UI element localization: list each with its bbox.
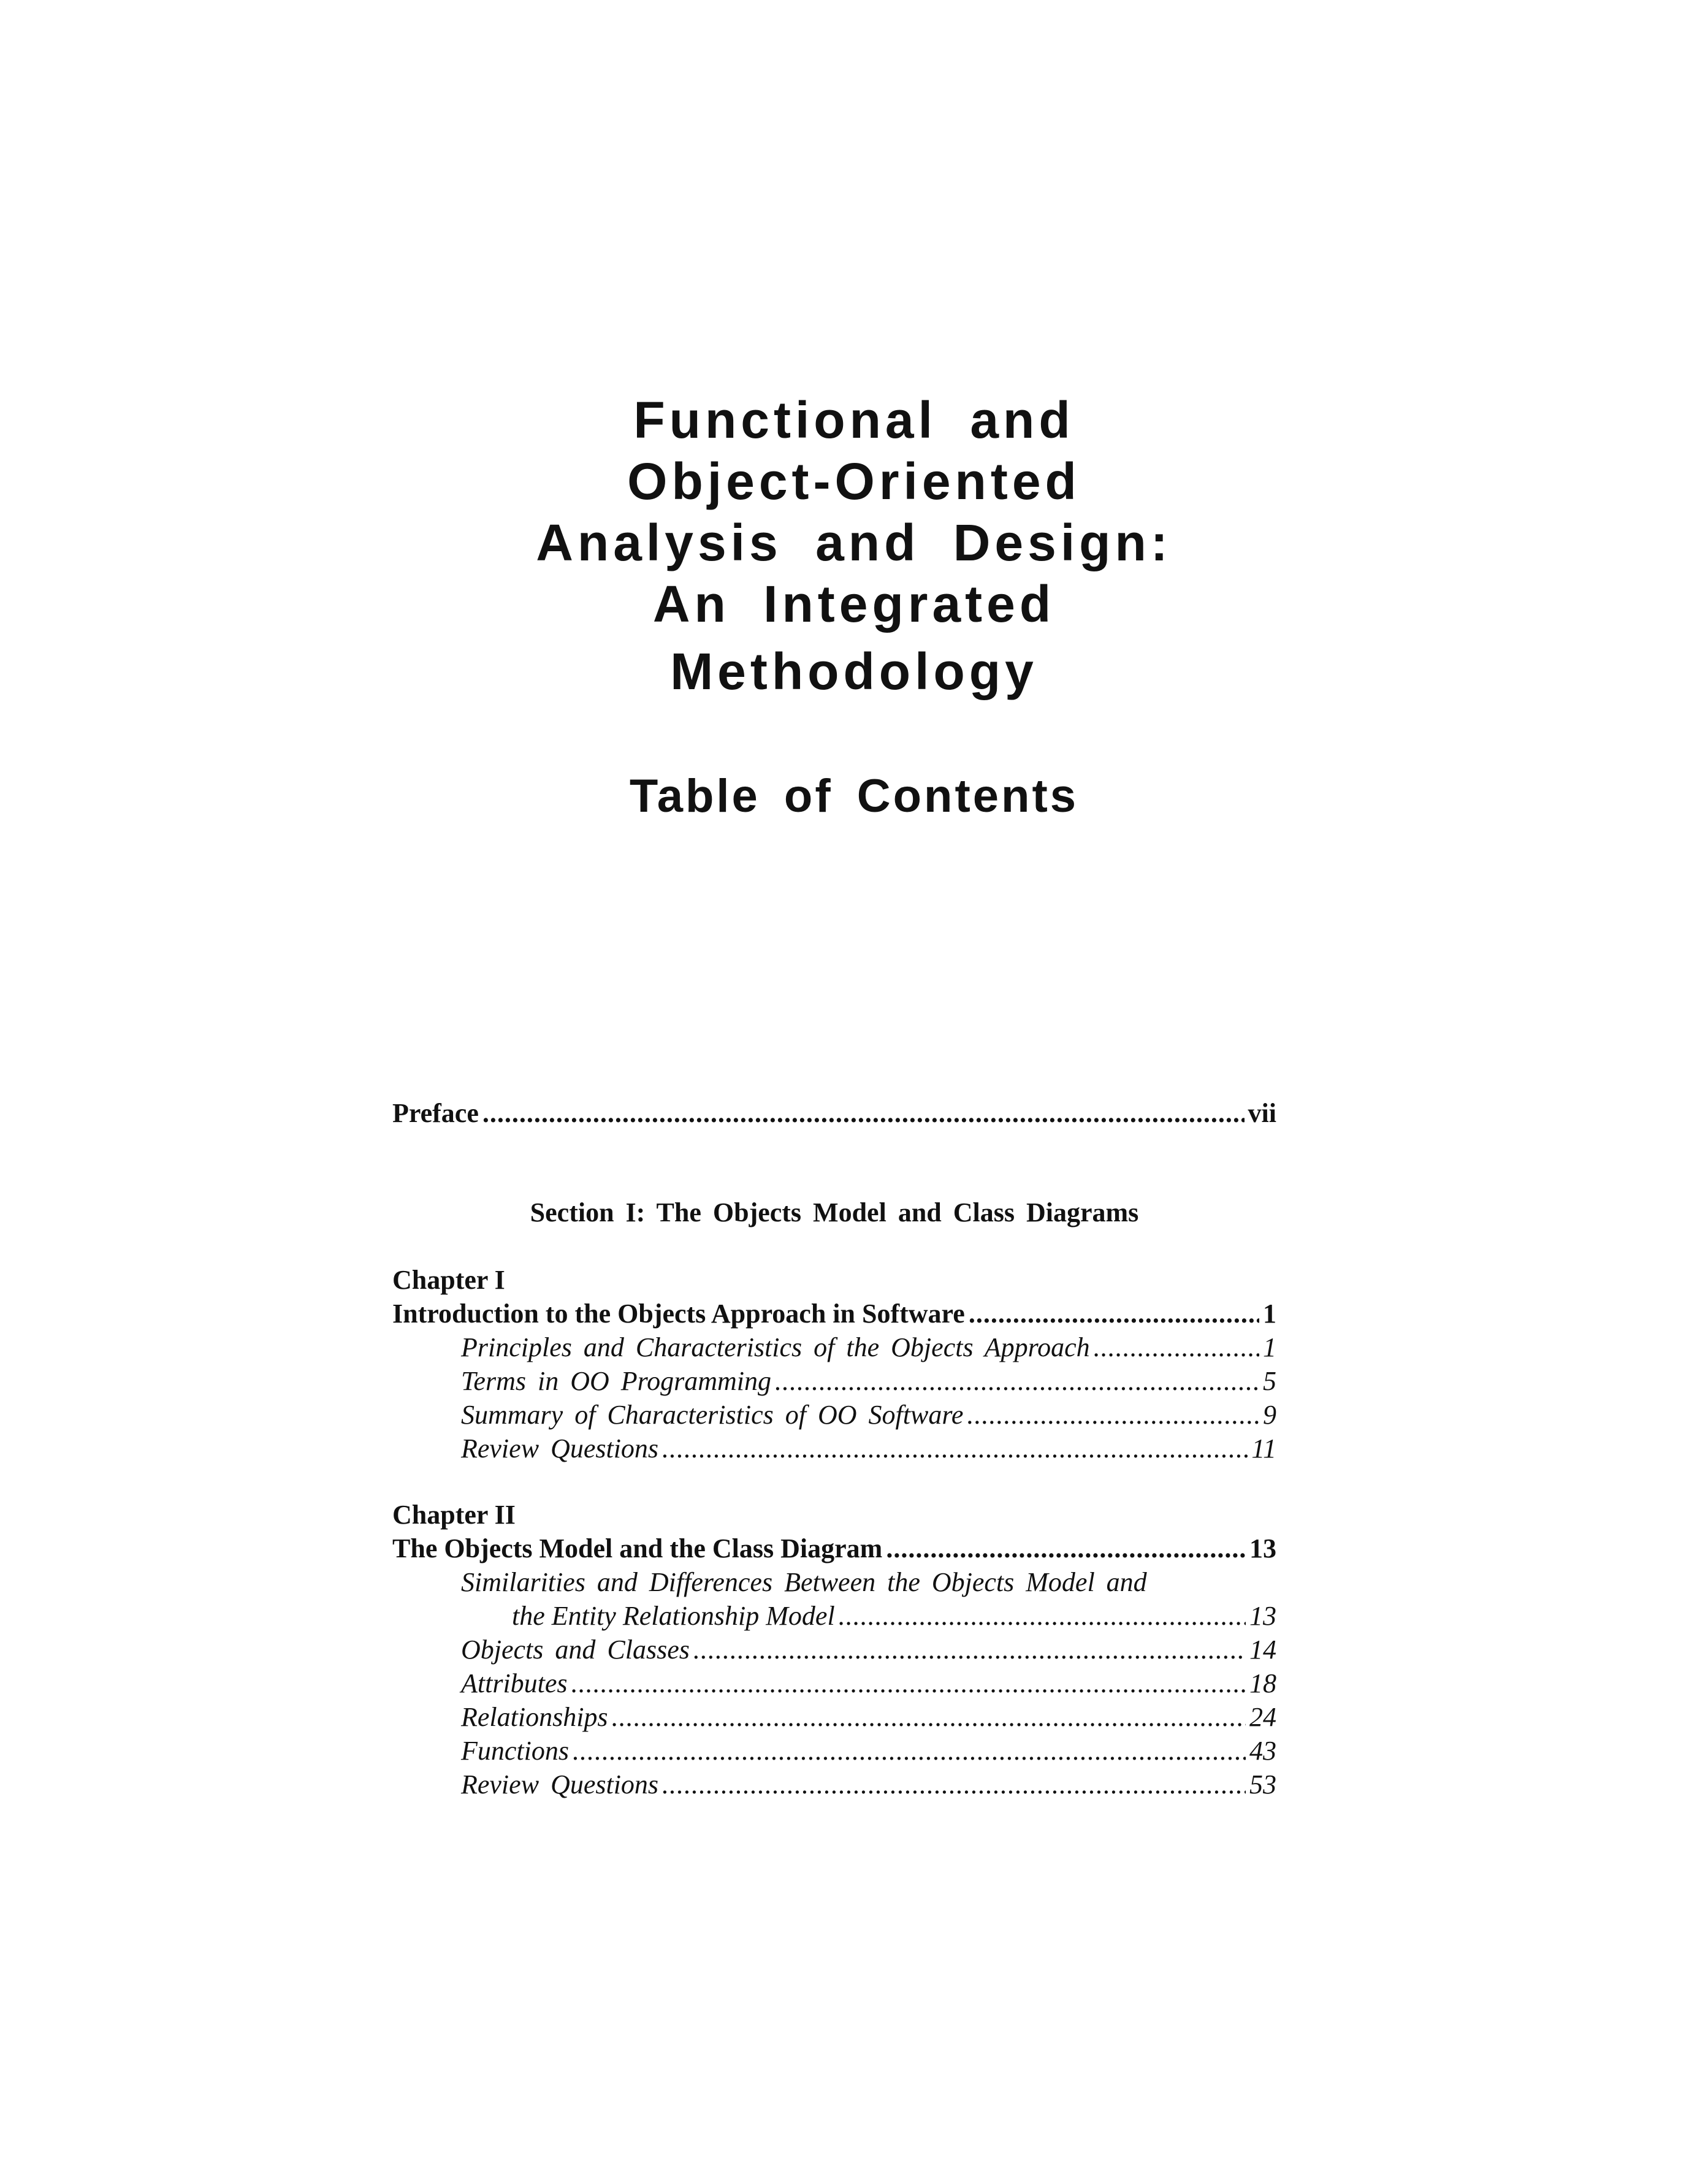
toc-entry-label: Functions: [461, 1736, 569, 1766]
toc-chapter-2: [392, 1498, 1276, 1801]
toc-preface-block: [392, 1096, 1276, 1130]
toc-heading: Table of Contents: [629, 770, 1079, 822]
dot-leader: [693, 1633, 1246, 1666]
section-title: Section I: The Objects Model and Class Diagrams: [530, 1197, 1139, 1227]
toc-subentry[interactable]: [392, 1633, 1276, 1666]
toc-page-number: 13: [1249, 1533, 1276, 1563]
dot-leader: [775, 1364, 1259, 1398]
toc-chapter-1: [392, 1263, 1276, 1465]
toc-entry-label: Preface: [392, 1098, 479, 1128]
toc-page-number: vii: [1248, 1098, 1276, 1128]
book-title-line: Functional and: [633, 391, 1075, 449]
book-title-line: Analysis and Design:: [536, 514, 1172, 571]
chapter-title: The Objects Model and the Class Diagram: [392, 1533, 883, 1563]
toc-page-number: 13: [1249, 1601, 1276, 1631]
chapter-number: Chapter II: [392, 1500, 516, 1530]
toc-entry-label: Objects and Classes: [461, 1635, 690, 1665]
dot-leader: [612, 1700, 1246, 1734]
toc-page-number: 1: [1263, 1332, 1276, 1362]
toc-entry-label: Attributes: [461, 1668, 568, 1698]
toc-page-number: 53: [1249, 1769, 1276, 1800]
dot-leader: [1094, 1330, 1259, 1364]
toc-subentry[interactable]: [392, 1599, 1276, 1633]
toc-subentry[interactable]: [392, 1432, 1276, 1465]
chapter-title: Introduction to the Objects Approach in Software: [392, 1299, 965, 1329]
toc-entry-label: Review Questions: [461, 1433, 659, 1464]
dot-leader: [573, 1734, 1246, 1768]
book-title-line: An Integrated: [652, 575, 1056, 633]
toc-subentry[interactable]: [392, 1700, 1276, 1734]
toc-page-number: 1: [1263, 1299, 1276, 1329]
toc-subentry[interactable]: [392, 1330, 1276, 1364]
toc-section-block: [392, 1196, 1276, 1229]
toc-entry-chapter-2[interactable]: [392, 1532, 1276, 1565]
toc-entry-label: Principles and Characteristics of the Objects Approach: [461, 1332, 1090, 1362]
toc-entry-label: Similarities and Differences Between the Objects Model and: [461, 1567, 1147, 1597]
toc-subentry[interactable]: [392, 1768, 1276, 1801]
toc-page-number: 24: [1249, 1702, 1276, 1732]
toc-page-number: 14: [1249, 1635, 1276, 1665]
toc-entry-label-continued: the Entity Relationship Model: [512, 1601, 835, 1631]
dot-leader: [662, 1768, 1246, 1801]
toc-subentry[interactable]: [392, 1398, 1276, 1432]
dot-leader: [886, 1532, 1246, 1565]
dot-leader: [571, 1666, 1246, 1700]
toc-subentry[interactable]: [392, 1666, 1276, 1700]
book-title: [0, 389, 1708, 702]
toc-entry-preface[interactable]: [392, 1096, 1276, 1130]
toc-entry-label: Relationships: [461, 1702, 608, 1732]
toc-page-number: 43: [1249, 1736, 1276, 1766]
book-title-line: Object-Oriented: [627, 452, 1081, 510]
toc-subentry[interactable]: [392, 1364, 1276, 1398]
toc-subentry[interactable]: [392, 1734, 1276, 1768]
toc-entry-label: Review Questions: [461, 1769, 659, 1800]
toc-page-number: 9: [1263, 1400, 1276, 1430]
dot-leader: [482, 1096, 1245, 1130]
toc-entry-chapter-1[interactable]: [392, 1297, 1276, 1330]
toc-page-number: 5: [1263, 1366, 1276, 1396]
toc-entry-label: Terms in OO Programming: [461, 1366, 772, 1396]
toc-page-number: 11: [1251, 1433, 1276, 1464]
toc-entry-label: Summary of Characteristics of OO Software: [461, 1400, 964, 1430]
dot-leader: [967, 1398, 1259, 1432]
book-title-line: Methodology: [670, 643, 1038, 700]
dot-leader: [969, 1297, 1259, 1330]
dot-leader: [662, 1432, 1248, 1465]
chapter-number: Chapter I: [392, 1265, 505, 1295]
toc-page-number: 18: [1249, 1668, 1276, 1698]
dot-leader: [839, 1599, 1246, 1633]
